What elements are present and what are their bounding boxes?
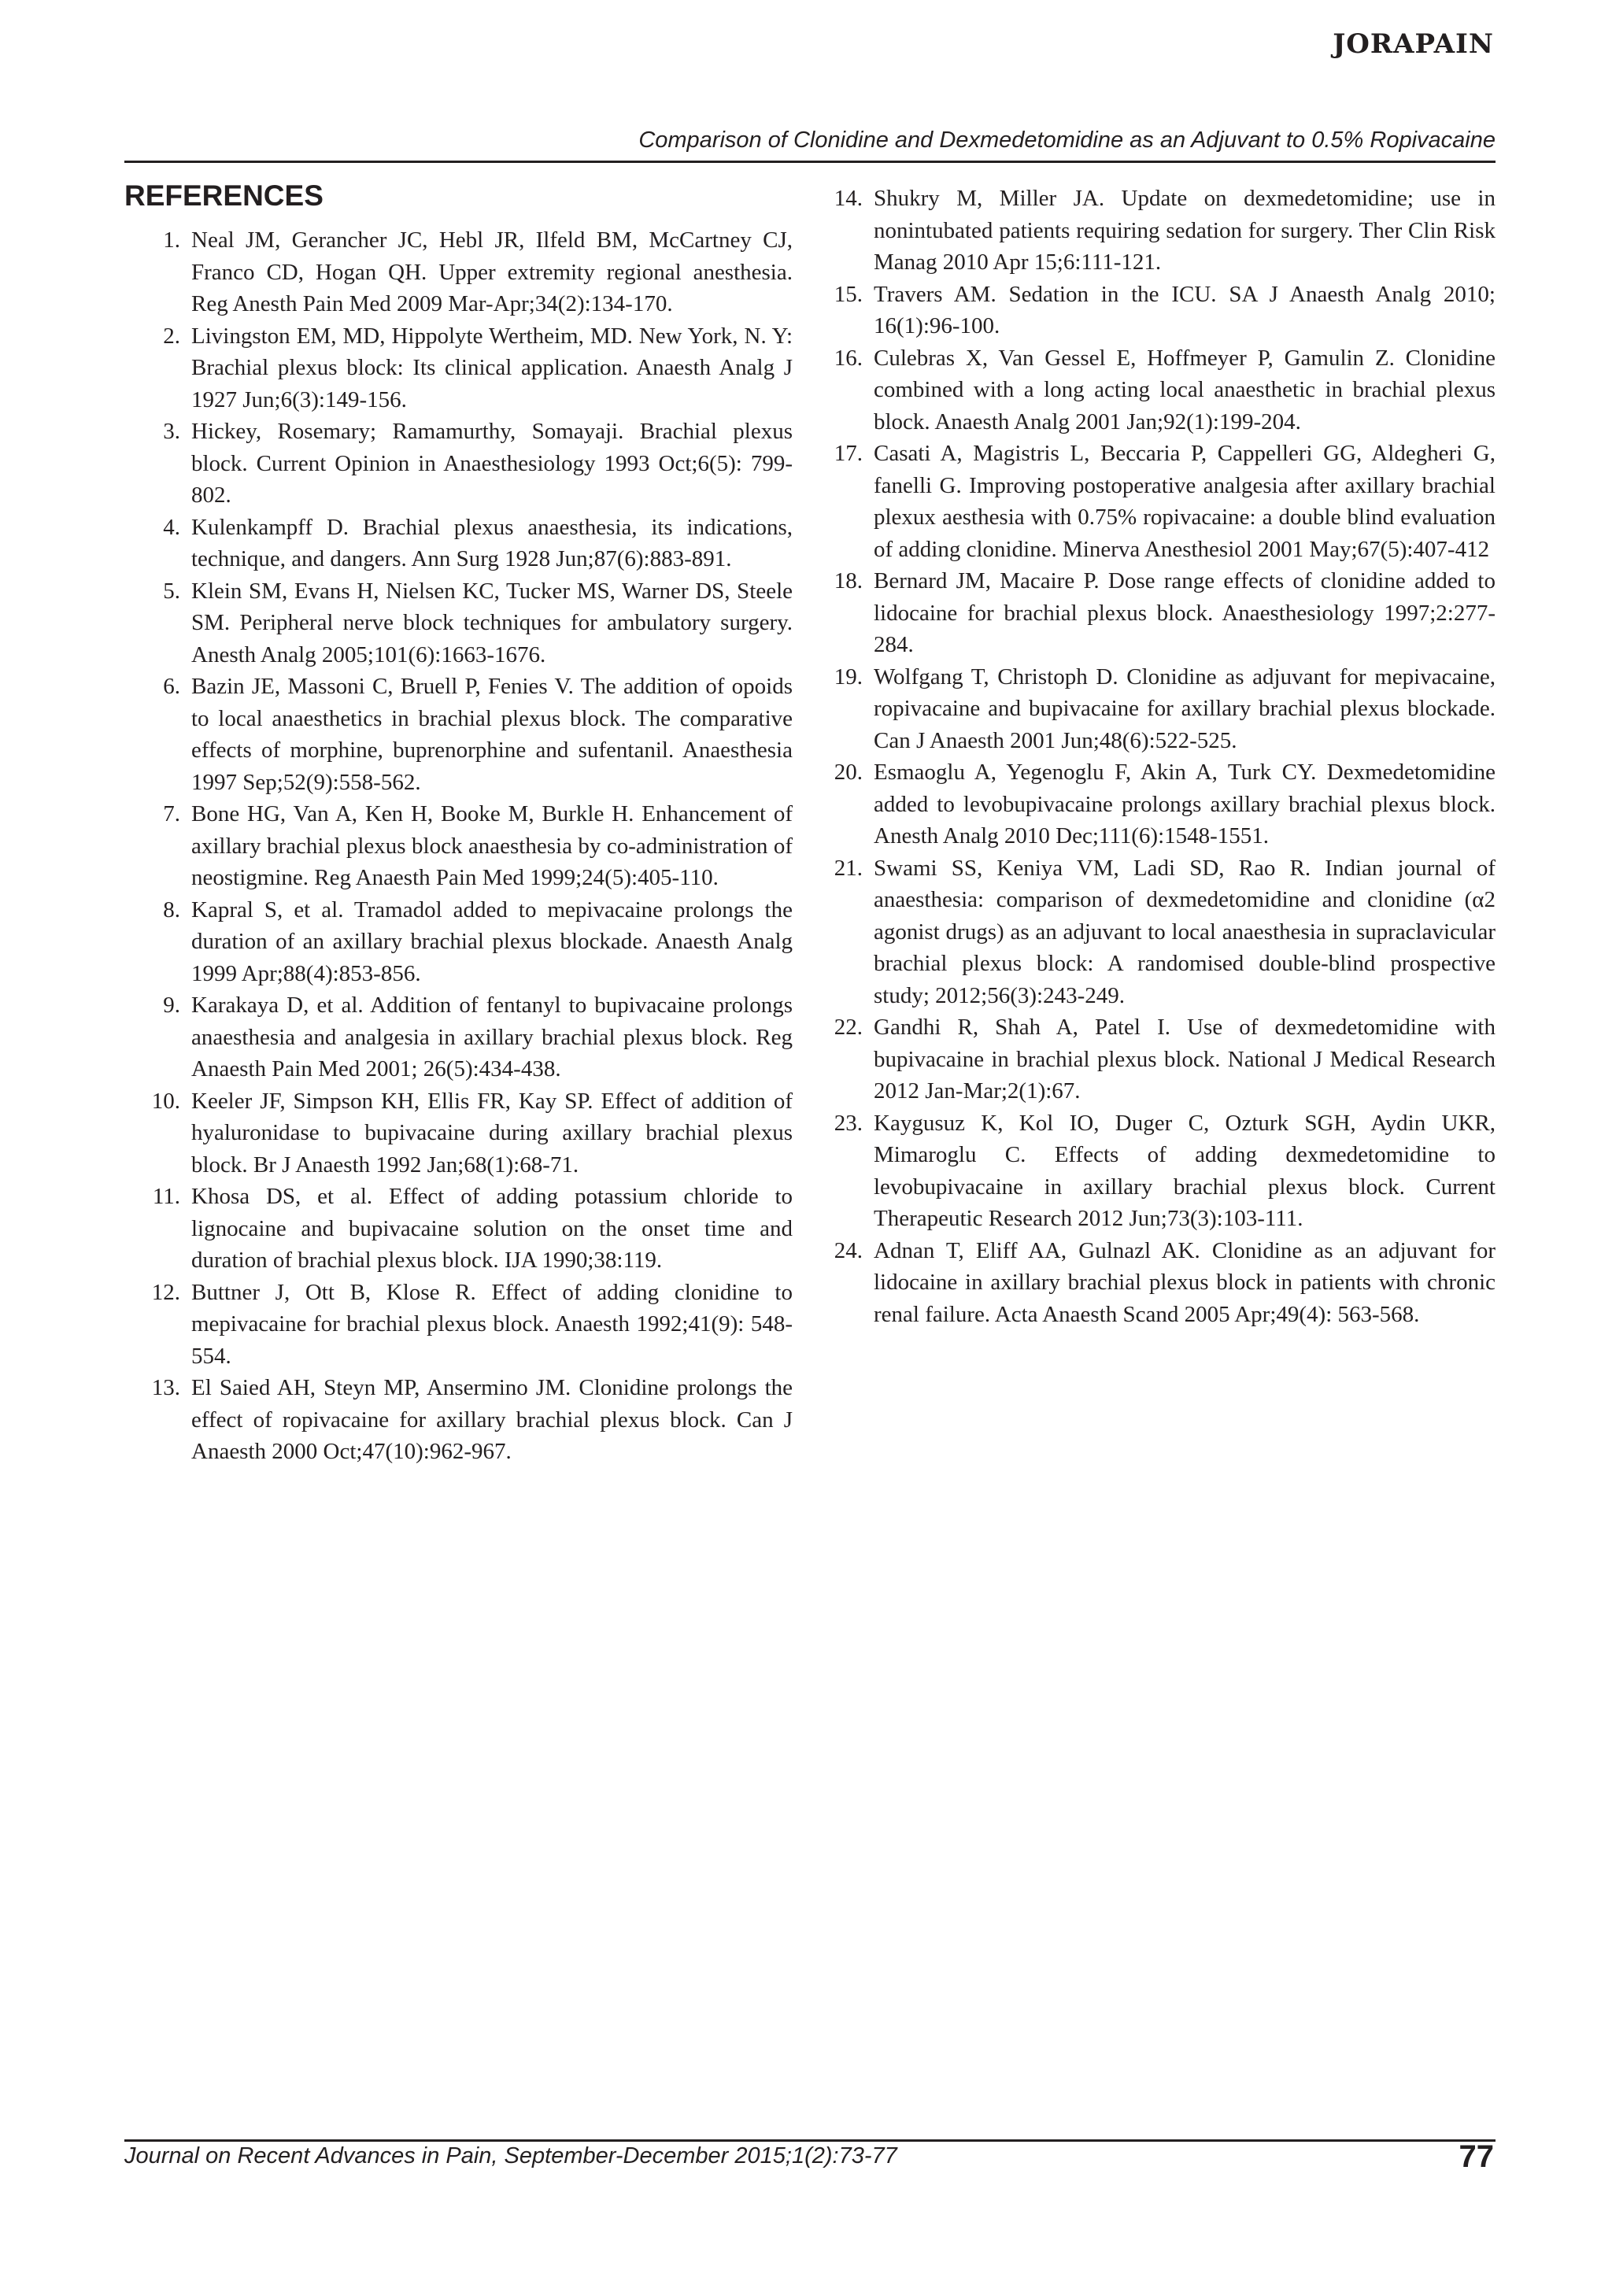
reference-text: Adnan T, Eliff AA, Gulnazl AK. Clonidine as an adjuvant for lidocaine in axillary brachial plexus block in patients with chronic renal failure. Acta Anaesth Scand 2005 Apr;49(4): 563-568.: [874, 1237, 1496, 1327]
reference-item: [819, 279, 1496, 342]
reference-item: [138, 512, 793, 575]
reference-number: 8.: [163, 897, 180, 922]
reference-text: Bernard JM, Macaire P. Dose range effects of clonidine added to lidocaine for brachial plexus block. Anaesthesiology 1997;2:277-284.: [874, 568, 1496, 657]
header-divider: [124, 161, 1496, 163]
reference-text: Karakaya D, et al. Addition of fentanyl to bupivacaine prolongs anaesthesia and analgesia in axillary brachial plexus block. Reg Anaesth Pain Med 2001; 26(5):434-438.: [191, 993, 793, 1081]
reference-text: Buttner J, Ott B, Klose R. Effect of adding clonidine to mepivacaine for brachial plexus block. Anaesth 1992;41(9): 548-554.: [191, 1279, 793, 1369]
reference-text: Khosa DS, et al. Effect of adding potassium chloride to lignocaine and bupivacaine solution on the onset time and duration of brachial plexus block. IJA 1990;38:119.: [191, 1184, 793, 1273]
reference-number: 22.: [834, 1015, 863, 1040]
reference-number: 13.: [151, 1375, 180, 1400]
reference-text: Gandhi R, Shah A, Patel I. Use of dexmedetomidine with bupivacaine in brachial plexus block. National J Medical Research 2012 Jan-Mar;2(1):67.: [874, 1015, 1496, 1104]
reference-item: [138, 671, 793, 798]
reference-number: 10.: [151, 1088, 180, 1114]
reference-text: Wolfgang T, Christoph D. Clonidine as adjuvant for mepivacaine, ropivacaine and bupivacaine for axillary brachial plexus blockade. Can J Anaesth 2001 Jun;48(6):522-525.: [874, 664, 1496, 753]
reference-item: [138, 575, 793, 671]
reference-number: 18.: [834, 568, 863, 593]
reference-number: 12.: [151, 1279, 180, 1305]
reference-item: [138, 798, 793, 894]
reference-item: [138, 416, 793, 512]
reference-item: [138, 989, 793, 1085]
reference-number: 16.: [834, 345, 863, 371]
reference-number: 3.: [163, 419, 180, 444]
reference-number: 19.: [834, 664, 863, 690]
reference-text: Kaygusuz K, Kol IO, Duger C, Ozturk SGH, Aydin UKR, Mimaroglu C. Effects of adding dexmedetomidine to levobupivacaine in axillary brachial plexus block. Current Therapeutic Research 2012 Jun;73(3):103-111.: [874, 1110, 1496, 1231]
reference-item: [138, 1181, 793, 1277]
reference-item: [819, 1107, 1496, 1235]
journal-tag: JORAPAIN: [1333, 28, 1494, 60]
reference-number: 20.: [834, 760, 863, 785]
reference-item: [138, 320, 793, 416]
footer-citation: Journal on Recent Advances in Pain, September-December 2015;1(2):73-77: [124, 2143, 897, 2168]
reference-text: Culebras X, Van Gessel E, Hoffmeyer P, Gamulin Z. Clonidine combined with a long acting local anaesthetic in brachial plexus block. Anaesth Analg 2001 Jan;92(1):199-204.: [874, 345, 1496, 434]
reference-number: 5.: [163, 578, 180, 604]
reference-number: 9.: [163, 993, 180, 1018]
reference-number: 2.: [163, 323, 180, 349]
reference-item: [138, 1085, 793, 1181]
reference-text: Casati A, Magistris L, Beccaria P, Cappelleri GG, Aldegheri G, fanelli G. Improving postoperative analgesia after axillary brachial plexux aesthesia with 0.75% ropivacaine: a double blind evaluation of adding clonidine. Minerva Anesthesiol 2001 May;67(5):407-412: [874, 441, 1496, 562]
reference-item: [138, 1277, 793, 1373]
reference-item: [819, 1011, 1496, 1107]
reference-text: Livingston EM, MD, Hippolyte Wertheim, MD. New York, N. Y: Brachial plexus block: Its clinical application. Anaesth Analg J 1927 Jun;6(3):149-156.: [191, 323, 793, 412]
running-title: Comparison of Clonidine and Dexmedetomidine as an Adjuvant to 0.5% Ropivacaine: [638, 128, 1496, 153]
reference-number: 11.: [152, 1184, 180, 1209]
reference-text: Klein SM, Evans H, Nielsen KC, Tucker MS, Warner DS, Steele SM. Peripheral nerve block techniques for ambulatory surgery. Anesth Analg 2005;101(6):1663-1676.: [191, 578, 793, 667]
reference-text: Swami SS, Keniya VM, Ladi SD, Rao R. Indian journal of anaesthesia: comparison of dexmedetomidine and clonidine (α2 agonist drugs) as an adjuvant to local anaesthesia in supraclavicular brachial plexus block: A randomised double-blind prospective study; 2012;56(3):243-249.: [874, 855, 1496, 1008]
reference-number: 24.: [834, 1237, 863, 1263]
reference-text: Keeler JF, Simpson KH, Ellis FR, Kay SP. Effect of addition of hyaluronidase to bupivacaine during axillary brachial plexus block. Br J Anaesth 1992 Jan;68(1):68-71.: [191, 1088, 793, 1178]
reference-text: Kulenkampff D. Brachial plexus anaesthesia, its indications, technique, and dangers. Ann Surg 1928 Jun;87(6):883-891.: [191, 514, 793, 571]
reference-number: 4.: [163, 514, 180, 540]
reference-item: [819, 661, 1496, 757]
page-number: 77: [1459, 2139, 1494, 2174]
references-column-left: [138, 224, 793, 1468]
reference-number: 15.: [834, 281, 863, 307]
reference-item: [819, 438, 1496, 565]
reference-text: Hickey, Rosemary; Ramamurthy, Somayaji. Brachial plexus block. Current Opinion in Anaesthesiology 1993 Oct;6(5): 799-802.: [191, 419, 793, 508]
reference-text: Esmaoglu A, Yegenoglu F, Akin A, Turk CY. Dexmedetomidine added to levobupivacaine prolongs axillary brachial plexus block. Anesth Analg 2010 Dec;111(6):1548-1551.: [874, 760, 1496, 849]
reference-text: Kapral S, et al. Tramadol added to mepivacaine prolongs the duration of an axillary brachial plexus blockade. Anaesth Analg 1999 Apr;88(4):853-856.: [191, 897, 793, 986]
reference-number: 21.: [834, 855, 863, 881]
reference-item: [819, 565, 1496, 661]
reference-number: 1.: [163, 227, 180, 253]
reference-text: El Saied AH, Steyn MP, Ansermino JM. Clonidine prolongs the effect of ropivacaine for axillary brachial plexus block. Can J Anaesth 2000 Oct;47(10):962-967.: [191, 1375, 793, 1464]
references-heading: REFERENCES: [124, 179, 324, 212]
reference-item: [138, 1372, 793, 1468]
reference-item: [138, 894, 793, 990]
reference-text: Bone HG, Van A, Ken H, Booke M, Burkle H. Enhancement of axillary brachial plexus block anaesthesia by co-administration of neostigmine. Reg Anaesth Pain Med 1999;24(5):405-110.: [191, 801, 793, 890]
references-column-right: [819, 183, 1496, 1330]
footer-divider: [124, 2139, 1496, 2142]
reference-item: [138, 224, 793, 320]
reference-text: Neal JM, Gerancher JC, Hebl JR, Ilfeld BM, McCartney CJ, Franco CD, Hogan QH. Upper extremity regional anesthesia. Reg Anesth Pain Med 2009 Mar-Apr;34(2):134-170.: [191, 227, 793, 316]
reference-number: 14.: [834, 186, 863, 211]
reference-item: [819, 756, 1496, 852]
reference-text: Bazin JE, Massoni C, Bruell P, Fenies V. The addition of opoids to local anaesthetics in brachial plexus block. The comparative effects of morphine, buprenorphine and sufentanil. Anaesthesia 1997 Sep;52(9):558-562.: [191, 674, 793, 795]
reference-number: 6.: [163, 674, 180, 699]
reference-number: 23.: [834, 1110, 863, 1136]
reference-number: 17.: [834, 441, 863, 466]
reference-item: [819, 852, 1496, 1012]
reference-item: [819, 342, 1496, 438]
reference-item: [819, 183, 1496, 279]
reference-number: 7.: [163, 801, 180, 826]
reference-text: Shukry M, Miller JA. Update on dexmedetomidine; use in nonintubated patients requiring sedation for surgery. Ther Clin Risk Manag 2010 Apr 15;6:111-121.: [874, 186, 1496, 275]
reference-item: [819, 1235, 1496, 1331]
reference-text: Travers AM. Sedation in the ICU. SA J Anaesth Analg 2010; 16(1):96-100.: [874, 281, 1496, 338]
